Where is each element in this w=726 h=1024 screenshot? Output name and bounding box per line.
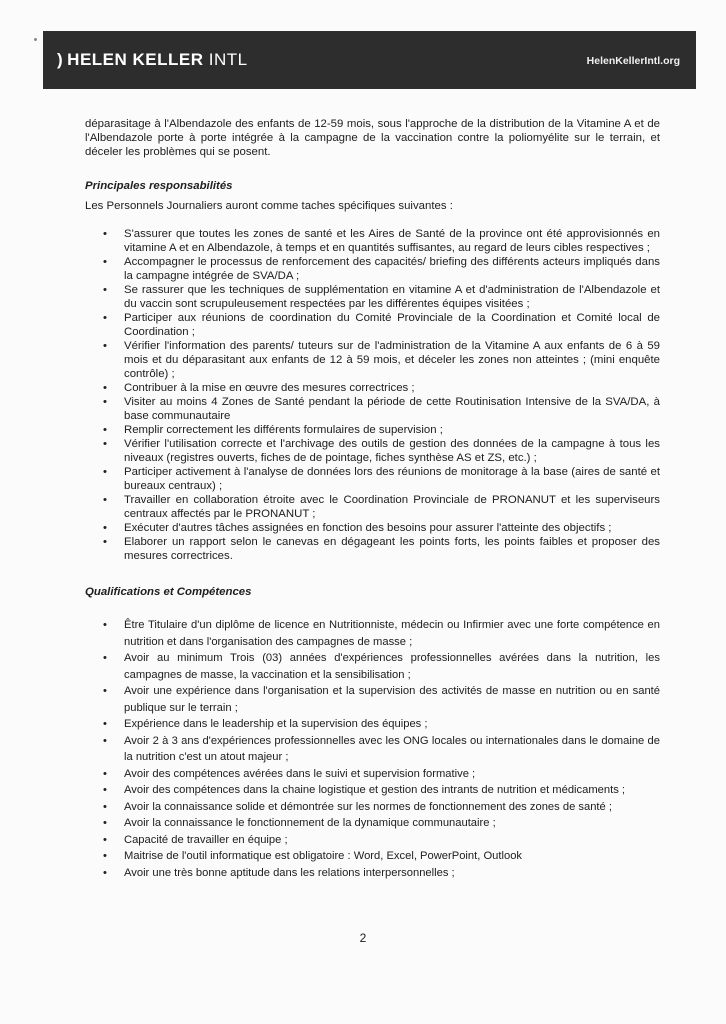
- qualification-item: • Avoir des compétences dans la chaine logistique et gestion des intrants de nutrition et médicaments ;: [85, 782, 660, 799]
- qualification-item: • Avoir au minimum Trois (03) années d'expériences professionnelles avérées dans la nutrition, les campagnes de masse, la vaccination et la sensibilisation ;: [85, 650, 660, 683]
- qualification-item: • Avoir la connaissance solide et démontrée sur les normes de fonctionnement des zones de santé ;: [85, 799, 660, 816]
- qualification-item: • Maitrise de l'outil informatique est obligatoire : Word, Excel, PowerPoint, Outlook: [85, 848, 660, 865]
- qualification-item: • Avoir la connaissance le fonctionnement de la dynamique communautaire ;: [85, 815, 660, 832]
- responsibility-item: • Visiter au moins 4 Zones de Santé pendant la période de cette Routinisation Intensive de la SVA/DA, à base communautaire: [85, 395, 660, 423]
- website-url: HelenKellerIntl.org: [586, 55, 680, 67]
- responsibility-item: • Accompagner le processus de renforcement des capacités/ briefing des différents acteurs impliqués dans la campagne intégrée de SVA/DA ;: [85, 255, 660, 283]
- responsibility-item: • Remplir correctement les différents formulaires de supervision ;: [85, 423, 660, 437]
- responsibilities-heading: Principales responsabilités: [85, 180, 233, 192]
- qualification-item: • Avoir une très bonne aptitude dans les relations interpersonnelles ;: [85, 865, 660, 882]
- logo-suffix: INTL: [208, 50, 248, 69]
- page-number: 2: [359, 931, 367, 945]
- qualification-item: • Expérience dans le leadership et la supervision des équipes ;: [85, 716, 660, 733]
- letterhead-banner: [43, 31, 696, 89]
- responsibility-item: • Travailler en collaboration étroite avec le Coordination Provinciale de PRONANUT et les superviseurs centraux affectés par le PRONANUT ;: [85, 493, 660, 521]
- qualification-item: • Être Titulaire d'un diplôme de licence en Nutritionniste, médecin ou Infirmier avec une forte compétence en nutrition et dans l'organisation des campagnes de masse ;: [85, 617, 660, 650]
- responsibility-item: • Se rassurer que les techniques de supplémentation en vitamine A et d'administration de l'Albendazole et du vaccin sont scrupuleusement respectées par les différentes équipes visitées ;: [85, 283, 660, 311]
- logo-mark-icon: ): [57, 50, 64, 69]
- qualification-item: • Capacité de travailler en équipe ;: [85, 832, 660, 849]
- organization-logo: [57, 50, 248, 70]
- responsibility-item: • Elaborer un rapport selon le canevas en dégageant les points forts, les points faibles et proposer des mesures correctrices.: [85, 535, 660, 563]
- responsibility-item: • Vérifier l'information des parents/ tuteurs sur de l'administration de la Vitamine A aux enfants de 6 à 59 mois et du déparasitant aux enfants de 12 à 59 mois, et déceler les zones non atteintes ; (mini enquête contrôle) ;: [85, 339, 660, 381]
- responsibility-item: • Participer aux réunions de coordination du Comité Provinciale de la Coordination et Comité local de Coordination ;: [85, 311, 660, 339]
- qualifications-list: [85, 617, 660, 881]
- responsibility-item: • S'assurer que toutes les zones de santé et les Aires de Santé de la province ont été approvisionnés en vitamine A et en Albendazole, à temps et en quantités suffisantes, au regard de leurs cibles respectives ;: [85, 227, 660, 255]
- qualification-item: • Avoir des compétences avérées dans le suivi et supervision formative ;: [85, 766, 660, 783]
- qualification-item: • Avoir une expérience dans l'organisation et la supervision des activités de masse en nutrition ou en santé publique sur le terrain ;: [85, 683, 660, 716]
- logo-name: HELEN KELLER: [67, 50, 204, 69]
- responsibility-item: • Vérifier l'utilisation correcte et l'archivage des outils de gestion des données de la campagne à tous les niveaux (registres ouverts, fiches de de pointage, fiches synthèse AS et ZS, etc.) ;: [85, 437, 660, 465]
- responsibility-item: • Exécuter d'autres tâches assignées en fonction des besoins pour assurer l'atteinte des objectifs ;: [85, 521, 660, 535]
- responsibilities-list: [85, 227, 660, 563]
- responsibilities-intro: Les Personnels Journaliers auront comme taches spécifiques suivantes :: [85, 200, 453, 212]
- document-body: [85, 117, 660, 881]
- scan-speck: [34, 38, 37, 41]
- responsibility-item: • Participer activement à l'analyse de données lors des réunions de monitorage à la base (aires de santé et bureaux centraux) ;: [85, 465, 660, 493]
- qualifications-heading: Qualifications et Compétences: [85, 586, 252, 598]
- intro-paragraph: déparasitage à l'Albendazole des enfants de 12-59 mois, sous l'approche de la distribution de la Vitamine A et de l'Albendazole porte à porte intégrée à la campagne de la vaccination contre la poliomyélite sur le terrain, et déceler les problèmes qui se posent.: [85, 118, 660, 158]
- qualification-item: • Avoir 2 à 3 ans d'expériences professionnelles avec les ONG locales ou internationales dans le domaine de la nutrition c'est un atout majeur ;: [85, 733, 660, 766]
- responsibility-item: • Contribuer à la mise en œuvre des mesures correctrices ;: [85, 381, 660, 395]
